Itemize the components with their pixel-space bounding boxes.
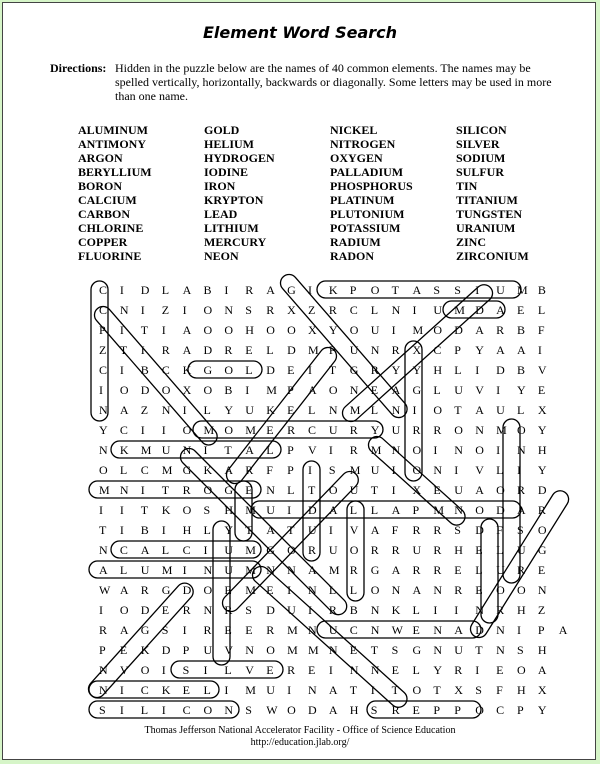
grid-row: TIBIHLYTATUIVAFRRSDFSO <box>99 523 547 537</box>
answer-ring <box>223 344 340 487</box>
directions-label: Directions: <box>50 61 107 75</box>
page-title: Element Word Search <box>202 23 397 42</box>
footer-url: http://education.jlab.org/ <box>250 737 350 748</box>
grid-row: PITIAOOHOOXYOUIMODARBF <box>99 323 545 337</box>
puzzle-grid <box>3 3 597 723</box>
answer-ring <box>91 303 221 448</box>
word-item: ANTIMONY <box>78 137 146 151</box>
word-item: GOLD <box>204 123 240 137</box>
grid-row: NAZNILYUKELNMLNIOTAULX <box>99 403 547 417</box>
grid-row: RAGSIREERMNUCNWENADNIPA <box>99 623 568 637</box>
grid-row: NKMUNITALPVIRMNOINOINH <box>99 443 547 457</box>
answer-ring <box>277 271 411 421</box>
word-item: NITROGEN <box>330 137 396 151</box>
answer-ring <box>111 441 281 458</box>
word-item: POTASSIUM <box>330 221 401 235</box>
word-item: OXYGEN <box>330 151 383 165</box>
word-item: PLUTONIUM <box>330 207 405 221</box>
worksheet <box>2 2 596 760</box>
grid-row: IODERNRSDUIRBNKLIINRHZ <box>99 603 546 617</box>
word-item: ARGON <box>78 151 123 165</box>
grid-row: IODOXOBIMPAONEAGLUVIYE <box>99 383 546 397</box>
grid-row: MNITROGENLTOUTIXEUAORD <box>99 483 547 497</box>
word-item: NICKEL <box>330 123 378 137</box>
word-item: PALLADIUM <box>330 165 404 179</box>
letter-grid <box>99 283 568 717</box>
grid-row: SILICONSWODAHSREPPOCPY <box>99 703 547 717</box>
grid-row: NCALCIUMGORUORRURHELUG <box>99 543 547 557</box>
word-item: COPPER <box>78 235 128 249</box>
grid-row: ALUMINUMNNAMRGARRELURE <box>99 563 546 577</box>
grid-row: IITKOSHMUIDALLAPMNODAR <box>99 503 546 517</box>
grid-row: OLCMGKARFPISMUIONIVLIY <box>99 463 547 477</box>
word-item: ZIRCONIUM <box>456 249 529 263</box>
word-item: ALUMINUM <box>78 123 148 137</box>
word-item: RADON <box>330 249 374 263</box>
grid-row: NVOISILVEREINNELYRIEOA <box>99 663 547 677</box>
answer-ring <box>367 701 481 718</box>
grid-row: CIBCKGOLDEITGRYYHLIDBV <box>99 363 547 377</box>
grid-row: ZTIRADRELDMPUNRXCPYAAI <box>99 343 542 357</box>
word-item: LITHIUM <box>204 221 259 235</box>
word-item: CHLORINE <box>78 221 144 235</box>
word-item: SILVER <box>456 137 500 151</box>
word-item: BORON <box>78 179 123 193</box>
word-item: SULFUR <box>456 165 505 179</box>
word-item: HELIUM <box>204 137 255 151</box>
answer-ring <box>89 561 261 578</box>
word-item: SILICON <box>456 123 507 137</box>
word-item: ZINC <box>456 235 487 249</box>
word-item: BERYLLIUM <box>78 165 152 179</box>
word-item: PLATINUM <box>330 193 395 207</box>
word-item: TUNGSTEN <box>456 207 523 221</box>
word-item: FLUORINE <box>78 249 142 263</box>
directions-text: Hidden in the puzzle below are the names of 40 common elements. The names may be spelled vertically, horizontally, backwards or diagonally. Some letters may be used in more than one name. <box>115 61 552 103</box>
grid-row: YCIIOMOMERCURYURRONMOY <box>99 423 547 437</box>
word-item: SODIUM <box>456 151 506 165</box>
grid-row: CNIZIONSRXZRCLNIUMDAEL <box>99 303 546 317</box>
grid-row: PEKDPUVNOMMNETSGNUTNSH <box>99 643 547 657</box>
word-item: KRYPTON <box>204 193 264 207</box>
word-item: MERCURY <box>204 235 267 249</box>
word-item: LEAD <box>204 207 238 221</box>
word-item: URANIUM <box>456 221 516 235</box>
footer-organization: Thomas Jefferson National Accelerator Facility - Office of Science Education <box>144 725 456 736</box>
word-item: NEON <box>204 249 239 263</box>
word-item: TITANIUM <box>456 193 518 207</box>
grid-row: NICKELIMUINATITOTXSFHX <box>99 683 547 697</box>
footer <box>3 725 597 749</box>
word-item: IODINE <box>204 165 249 179</box>
word-item: RADIUM <box>330 235 381 249</box>
word-item: TIN <box>456 179 478 193</box>
word-item: CARBON <box>78 207 131 221</box>
word-item: CALCIUM <box>78 193 137 207</box>
word-item: PHOSPHORUS <box>330 179 413 193</box>
word-item: IRON <box>204 179 236 193</box>
word-item: HYDROGEN <box>204 151 275 165</box>
grid-row: WARGDOEMEINLLONANREOON <box>99 583 547 597</box>
grid-row: CIDLABIRAGIKPOTASSIUMB <box>99 283 546 297</box>
